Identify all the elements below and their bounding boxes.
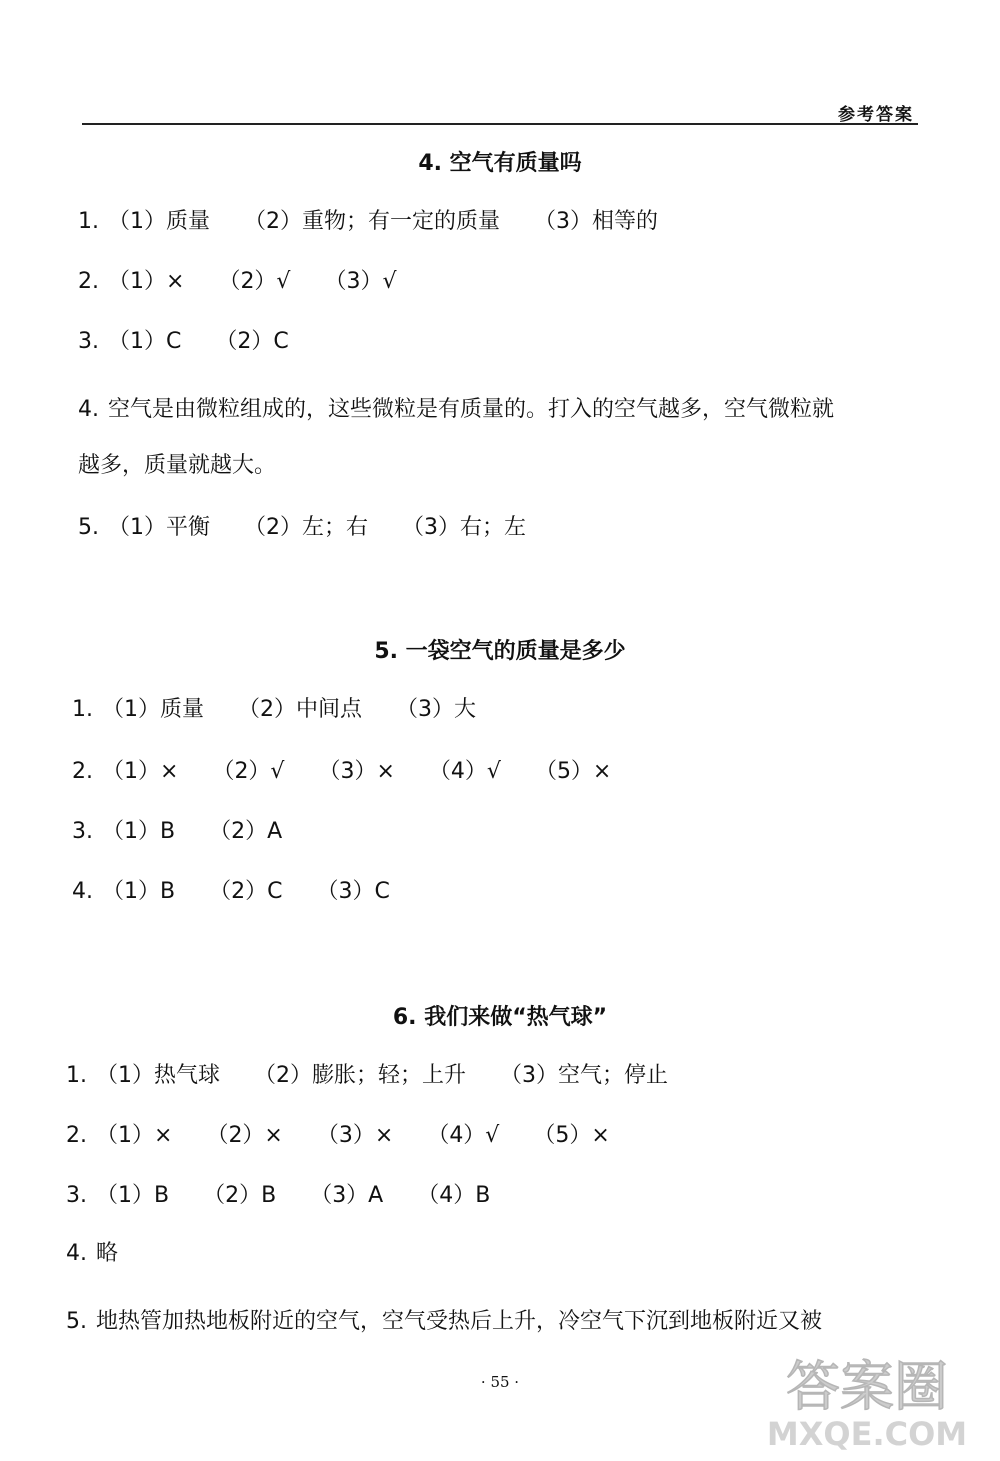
watermark-logo (752, 1343, 982, 1453)
answer-part: （1）热气球 (96, 1063, 220, 1088)
answer-number: 3. (78, 329, 99, 354)
answer-row (78, 204, 692, 235)
answer-part: （5）× (534, 759, 612, 784)
answer-row (72, 874, 424, 905)
answer-part: （3）右；左 (402, 515, 526, 540)
answer-number: 3. (72, 819, 93, 844)
header-rule (82, 123, 918, 125)
answer-part: （3）相等的 (534, 209, 658, 234)
answer-part: （4）B (417, 1183, 491, 1208)
answer-number: 5. (66, 1309, 87, 1334)
answer-number: 4. (66, 1241, 87, 1266)
answer-row (66, 1236, 118, 1267)
answer-row (66, 1178, 524, 1209)
answer-part: （5）× (533, 1123, 610, 1148)
answer-part: （1）质量 (108, 209, 210, 234)
answer-number: 4. (72, 879, 93, 904)
section-title: 4. 空气有质量吗 (418, 151, 582, 176)
answer-part: （2）C (215, 329, 289, 354)
answer-text-continued: 越多，质量就越大。 (78, 453, 277, 478)
answer-part: （1）平衡 (108, 515, 210, 540)
header-label: 参考答案 (838, 105, 914, 125)
answer-part: （2）√ (212, 759, 285, 784)
answer-part: （3）× (318, 759, 395, 784)
answer-number: 1. (78, 209, 99, 234)
watermark-text: 答案圈 (786, 1355, 948, 1418)
answer-part: （1）B (102, 819, 176, 844)
answer-part: （2）A (209, 819, 283, 844)
answer-part: （1）质量 (102, 697, 204, 722)
answer-part: （3）A (310, 1183, 384, 1208)
answer-row (66, 1118, 644, 1149)
answer-number: 2. (78, 269, 99, 294)
answer-part: （2）中间点 (238, 697, 362, 722)
answer-row (72, 754, 645, 785)
answer-number: 3. (66, 1183, 87, 1208)
section-title: 5. 一袋空气的质量是多少 (374, 639, 626, 664)
answer-part: （1）× (96, 1123, 173, 1148)
answer-row (78, 392, 834, 423)
answer-text: 空气是由微粒组成的，这些微粒是有质量的。打入的空气越多，空气微粒就 (108, 397, 835, 422)
watermark-url: MXQE.COM (766, 1415, 968, 1453)
answer-part: （1）B (102, 879, 176, 904)
answer-part: （3）空气；停止 (500, 1063, 668, 1088)
answer-row (72, 692, 510, 723)
answer-part: （3）C (316, 879, 390, 904)
page-number: · 55 · (480, 1373, 520, 1391)
answer-part: （2）× (206, 1123, 283, 1148)
answer-number: 5. (78, 515, 99, 540)
answer-text: 地热管加热地板附近的空气，空气受热后上升，冷空气下沉到地板附近又被 (96, 1309, 823, 1334)
answer-text: 略 (96, 1241, 119, 1266)
answer-part: （1）× (102, 759, 179, 784)
answer-part: （2）重物；有一定的质量 (244, 209, 500, 234)
answer-part: （4）√ (428, 759, 501, 784)
answer-part: （3）× (316, 1123, 394, 1148)
answer-part: （1）C (108, 329, 182, 354)
answer-part: （2）√ (218, 269, 291, 294)
answer-number: 2. (66, 1123, 87, 1148)
answer-number: 1. (66, 1063, 87, 1088)
answer-part: （2）左；右 (244, 515, 368, 540)
answer-number: 4. (78, 397, 99, 422)
section-title: 6. 我们来做“热气球” (392, 1005, 608, 1030)
answer-part: （3）√ (324, 269, 397, 294)
answer-part: （4）√ (427, 1123, 500, 1148)
answer-part: （1）B (96, 1183, 170, 1208)
answer-row (78, 324, 323, 355)
answer-row (78, 264, 431, 295)
answer-number: 2. (72, 759, 93, 784)
answer-row (78, 510, 560, 541)
answer-part: （2）C (209, 879, 283, 904)
answer-part: （2）膨胀；轻；上升 (254, 1063, 466, 1088)
answer-part: （3）大 (396, 697, 476, 722)
answer-row (66, 1304, 822, 1335)
answer-part: （2）B (203, 1183, 277, 1208)
answer-part: （1）× (108, 269, 185, 294)
answer-number: 1. (72, 697, 93, 722)
answer-row (66, 1058, 702, 1089)
answer-row (72, 814, 316, 845)
